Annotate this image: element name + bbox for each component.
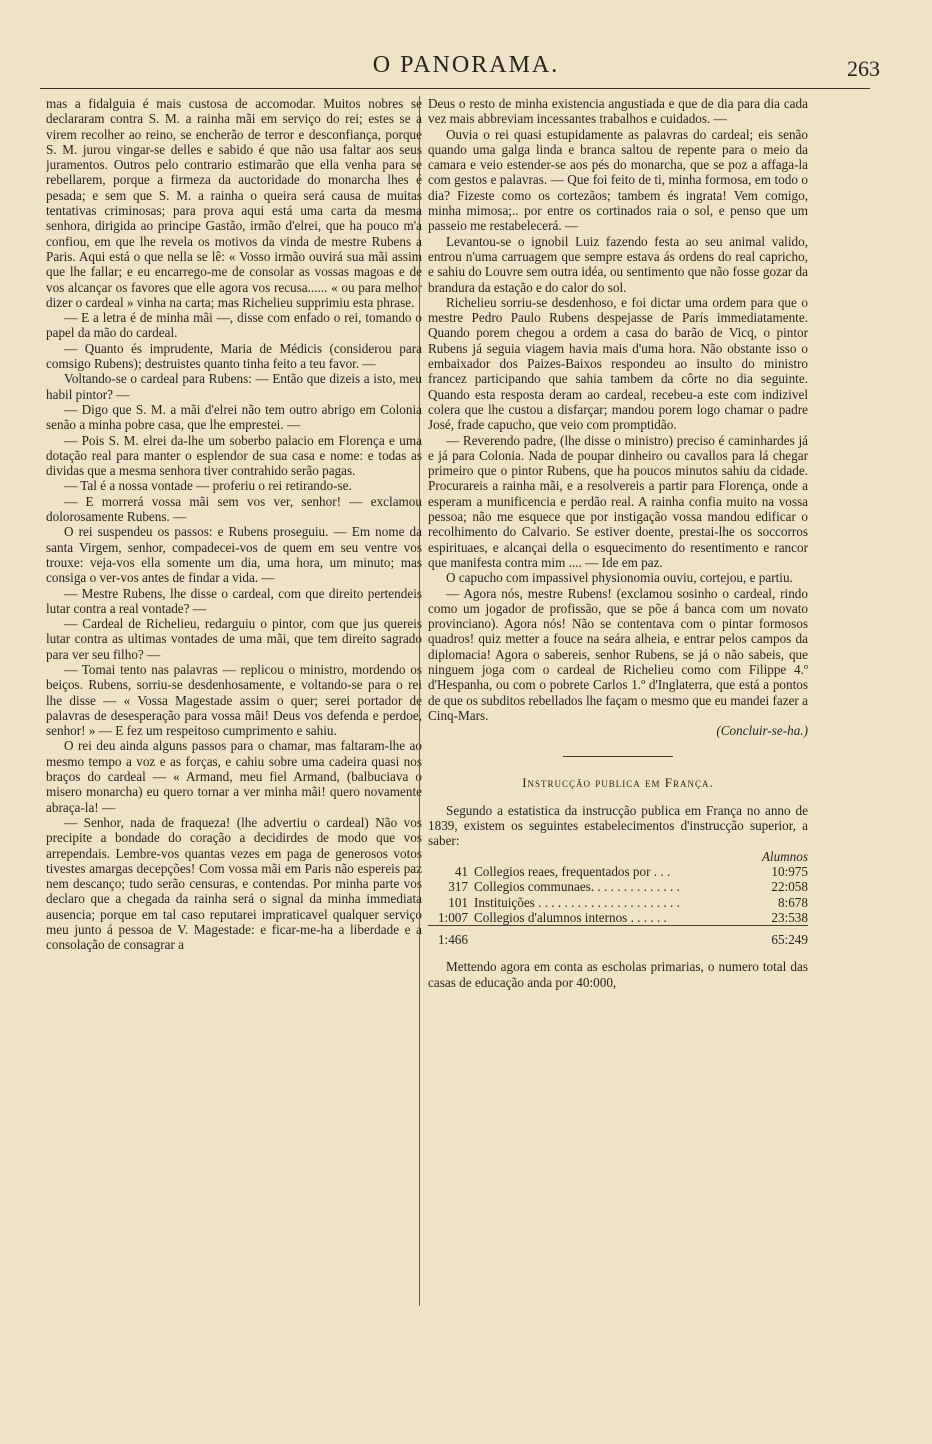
paragraph: O rei deu ainda alguns passos para o chamar, mas faltaram-lhe ao mesmo tempo a voz e as forças, e cahiu sobre uma cadeira quasi nos braços do cardeal — « Armand, meu fiel Armand, (balbuciava o misero monarcha) eu quero tornar a ver minha mãi! quero novamente abraça-la! — [46,738,422,815]
paragraph: — Mestre Rubens, lhe disse o cardeal, com que direito pertendeis lutar contra a real vontade? — [46,585,422,616]
paragraph: — Pois S. M. elrei da-lhe um soberbo palacio em Florença e uma dotação real para manter o esplendor de sua casa e nome: e todas as dividas que a mesma senhora tiver contrahido serão pagas. [46,432,422,479]
section-separator [563,756,673,757]
page-number: 263 [847,56,880,81]
column-header: Alumnos [761,848,808,864]
paragraph: Levantou-se o ignobil Luiz fazendo festa ao seu animal valido, entrou n'uma carruagem que sempre estava ás ordens do real capricho, e sahiu do Louvre sem outra idéa, ou sentimento que não fosse gozar da brandura da estação e do calor do sol. [428,233,808,295]
page-title: O PANORAMA. [372,52,560,78]
paragraph: — Cardeal de Richelieu, redarguiu o pintor, com que jus quereis lutar contra as ultimas vontades de uma mãi, que tem direito sagrado para ver seu filho? — [46,616,422,662]
paragraph: — Tal é a nossa vontade — proferiu o rei retirando-se. [64,478,352,494]
section-title: Instrucção publica em França. [522,775,714,791]
article-continuation-note: (Concluir-se-ha.) [716,723,808,739]
paragraph: mas a fidalguia é mais custosa de accomodar. Muitos nobres se declararam contra S. M. a rainha mãi em serviço do rei; estes se a virem recolher ao reino, se encherão de terror e desconfiança, porque S. M. jurou vingar-se delles e sabido é que não usa faltar aos seus juramentos. Outros pelo contrario estimarão que ella venha para se rebellarem, porque a firmeza da auctoridade do monarcha lhes é pesada; e sem que S. M. a rainha o queira será causa de muitas tentativas criminosas; para prova aqui está uma carta da mesma senhora, dirigida ao principe Gastão, irmão d'elrei, que ha pouco m'a confiou, em que lhe revela os motivos da vinda de mestre Rubens a Paris. Aqui está o que nella se lê: « Vosso irmão ouvirá sua mãi assim que lhe fallar; e eu encarrego-me de consolar as vossas magoas e de vos alcançar os favores que elle agora vos recusa...... « ou para melhor dizer o cardeal » vinha na carta; mas Richelieu supprimiu esta phrase. [46,96,422,310]
paragraph: — E a letra é de minha mãi —, disse com enfado o rei, tomando o papel da mão do cardeal. [46,310,422,341]
paragraph: Richelieu sorriu-se desdenhoso, e foi dictar uma ordem para que o mestre Pedro Paulo Rubens despejasse de París immediatamente. Quando porem chegou a ordem a casa do barão de Vicq, o pintor Rubens já seguia viagem havia mais d'uma hora. Não obstante isso o embaixador dos Paizes-Baixos respondeu ao insulto do ministro francez participando que sahia tambem da côrte no dia seguinte. Quando esta resposta deram ao cardeal, recebeu-a este com indizivel colera que lhe custou a disfarçar; mandou porem logo chamar o padre José, frade capucho, que veio com promptidão. [428,294,808,433]
table-total-row: 1:466 65:249 [437,932,808,948]
section-intro: Segundo a estatistica da instrucção publica em França no anno de 1839, existem os seguintes estabelecimentos d'instrucção superior, a saber: [428,802,808,849]
paragraph: Voltando-se o cardeal para Rubens: — Então que dizeis a isto, meu habil pintor? — [46,371,422,402]
paragraph: — Quanto és imprudente, Maria de Médicis (considerou para comsigo Rubens); destruistes quanto tinha feito a teu favor. — [46,340,422,372]
paragraph: — E morrerá vossa mãi sem vos ver, senhor! — exclamou dolorosamente Rubens. — [46,493,422,525]
column-divider [419,96,420,1306]
paragraph: — Senhor, nada de fraqueza! (lhe advertiu o cardeal) Não vos precipite a bondade do coração a decidirdes de modo que vos arrependais. Lembre-vos quantas vezes em paga de generosos votos tivestes amargas decepções! Com vossa mãi em Paris não espereis paz nem descanço; tudo serão censuras, e contendas. Por minha parte vos declaro que a chegada da rainha será o signal da minha immediata ausencia; porque em tal caso reputarei impraticavel qualquer serviço meu junto á pessoa de V. Magestade: e ficar-me-ha a liberdade e a consolação de consagrar a [46,814,422,953]
table-row: 1:007 Collegios d'alumnos internos . . . . . . 23:538 [437,909,808,925]
paragraph: O rei suspendeu os passos: e Rubens proseguiu. — Em nome da santa Virgem, senhor, compadecei-vos de quem em seu ventre vos trouxe: veja-vos ella somente um dia, uma hora, um minuto; mas consiga o ver-vos antes de findar a vida. — [46,524,422,586]
closing-paragraph: Mettendo agora em conta as escholas primarias, o numero total das casas de educação anda por 40:000, [428,959,808,990]
table-row: 41 Collegios reaes, frequentados por . . . 10:975 [454,863,808,879]
left-column [46,96,422,953]
paragraph: Ouvia o rei quasi estupidamente as palavras do cardeal; eis senão quando uma galga linda e branca saltou de repente para o meio da camara e veio estender-se aos pés do monarcha, que se poz a affaga-la com gestos e palavras. — Que foi feito de ti, minha formosa, em todo o dia? Fizeste como os cortezãos; tambem és ingrata! Vem comigo, minha mimosa;.. por entre os cortinados raia o sol, e penso que um passeio me restabelecerá. — [428,126,808,234]
header-rule [40,88,870,89]
paragraph: — Digo que S. M. a mãi d'elrei não tem outro abrigo em Colonia senão a minha pobre casa, que lhe emprestei. — [46,401,422,433]
paragraph: — Reverendo padre, (lhe disse o ministro) preciso é caminhardes já e já para Colonia. Nada de poupar dinheiro ou cavallos para lá chegar primeiro que o pintor Rubens, que ha poucos minutos sahiu da cidade. Procurareis a rainha mãi, e a resolvereis a partir para Florença, onde a esperam a munificencia e perdão real. A rainha confia muito na vossa pessoa; não me esquece que por instigação vossa mandou edificar o recolhimento do Calvario. Se estiver doente, prestai-lhe os soccorros espirituaes, e alcançai della o esquecimento do resentimento e rancor que manifesta contra mim .... — Ide em paz. [428,432,808,570]
paragraph: — Agora nós, mestre Rubens! (exclamou sosinho o cardeal, rindo como um jogador de profissão, que se põe á banca com um novato provinciano). Agora nós! Não se contentava com o pintar formosos quadros! quiz metter a fouce na seára alheia, e entrar pelos campos da diplomacia! Agora o sabereis, senhor Rubens, se já o não sabeis, que ninguem joga com o cardeal de Richelieu como com Filippe 4.º d'Hespanha, ou com o pobrete Carlos 1.º d'Inglaterra, que está a pontos de que os subditos rebellados lhe façam o mesmo que eu mandei fazer a Cinq-Mars. [428,585,808,723]
statistics-table [428,849,808,948]
paragraph: O capucho com impassivel physionomia ouviu, cortejou, e partiu. [446,570,793,586]
table-row: 317 Collegios communaes. . . . . . . . . . . . . . 22:058 [448,879,808,895]
right-column [428,96,808,990]
table-row: 101 Instituições . . . . . . . . . . . . . . . . . . . . . . 8:678 [448,894,808,910]
paragraph: Deus o resto de minha existencia angustiada e que de dia para dia cada vez mais abbreviam incessantes trabalhos e cuidados. — [428,96,808,127]
paragraph: — Tomai tento nas palavras — replicou o ministro, mordendo os beiços. Rubens, sorriu-se desdenhosamente, e voltando-se para o rei lhe disse — « Vossa Magestade assim o quer; serei portador de palavras de desesperação para vossa mãi! Deus vos defenda e perdoe, senhor! » — E fez um respeitoso cumprimento e sahiu. [46,661,422,739]
